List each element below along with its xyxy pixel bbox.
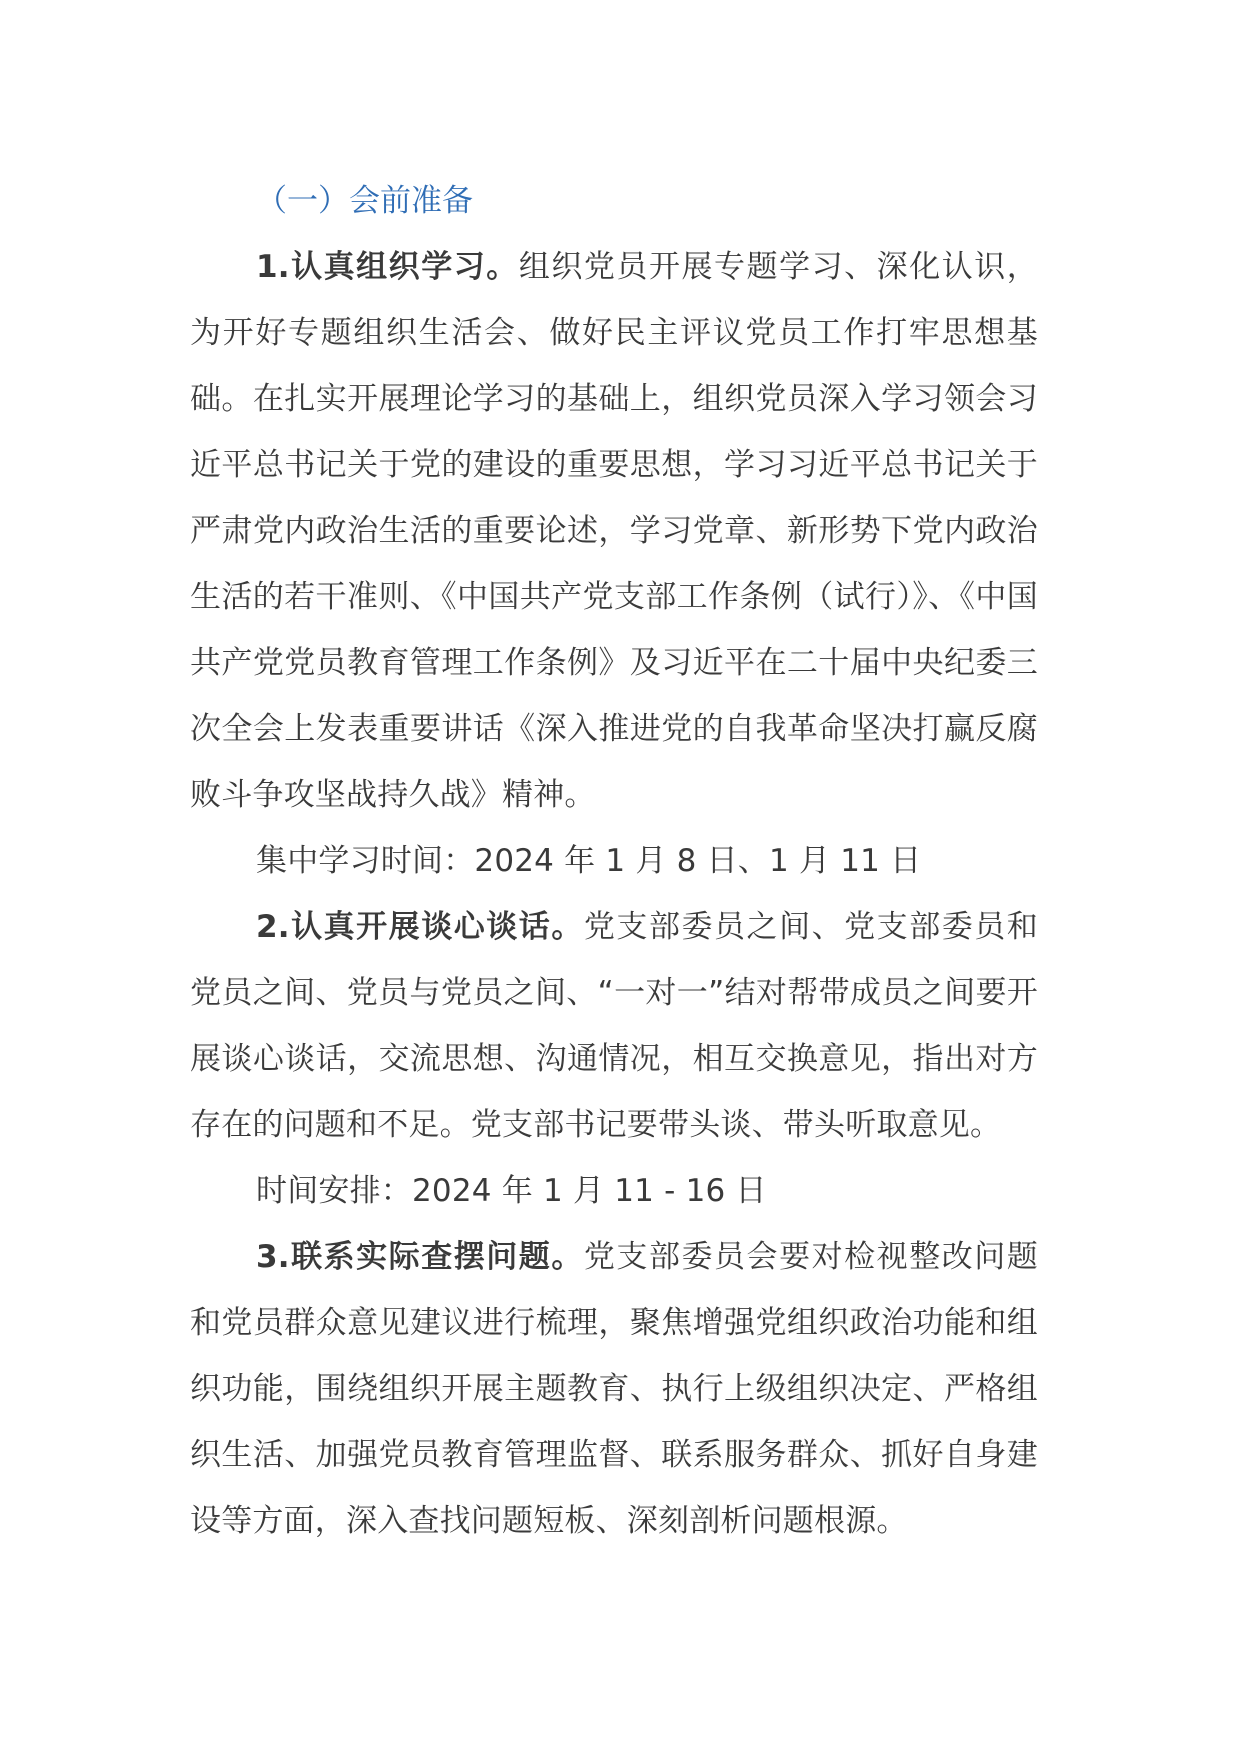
section-heading: （一）会前准备 [256, 183, 473, 219]
paragraph-item-1 [190, 234, 1038, 828]
item-1-body: 组织党员开展专题学习、深化认识，为开好专题组织生活会、做好民主评议党员工作打牢思想基础。在扎实开展理论学习的基础上，组织党员深入学习领会习近平总书记关于党的建设的重要思想，学习习近平总书记关于严肃党内政治生活的重要论述，学习党章、新形势下党内政治生活的若干准则、《中国共产党支部工作条例（试行）》、《中国共产党党员教育管理工作条例》及习近平在二十届中央纪委三次全会上发表重要讲话《深入推进党的自我革命坚决打赢反腐败斗争攻坚战持久战》精神。 [190, 249, 1038, 813]
paragraph-item-3 [190, 1224, 1038, 1554]
document-body [190, 168, 1038, 1554]
item-2-lead: 2.认真开展谈心谈话。 [256, 909, 584, 945]
item-2-note: 时间安排：2024 年 1 月 11 - 16 日 [256, 1173, 767, 1209]
item-3-body: 党支部委员会要对检视整改问题和党员群众意见建议进行梳理，聚焦增强党组织政治功能和组织功能，围绕组织开展主题教育、执行上级组织决定、严格组织生活、加强党员教育管理监督、联系服务群众、抓好自身建设等方面，深入查找问题短板、深刻剖析问题根源。 [190, 1239, 1038, 1539]
item-2-body: 党支部委员之间、党支部委员和党员之间、党员与党员之间、“一对一”结对帮带成员之间要开展谈心谈话，交流思想、沟通情况，相互交换意见，指出对方存在的问题和不足。党支部书记要带头谈、带头听取意见。 [190, 909, 1038, 1143]
item-1-note: 集中学习时间：2024 年 1 月 8 日、1 月 11 日 [256, 843, 922, 879]
item-1-lead: 1.认真组织学习。 [256, 249, 519, 285]
paragraph-item-2 [190, 894, 1038, 1158]
item-3-lead: 3.联系实际查摆问题。 [256, 1239, 584, 1275]
